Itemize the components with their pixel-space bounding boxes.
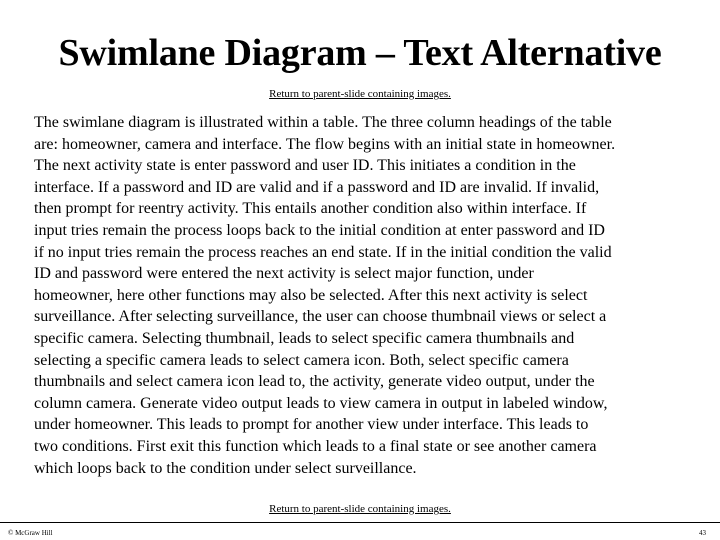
body-line: input tries remain the process loops back to the initial condition at enter password and ID [34, 221, 605, 239]
body-line: are: homeowner, camera and interface. The flow begins with an initial state in homeowner. [34, 135, 616, 153]
body-line: The swimlane diagram is illustrated within a table. The three column headings of the table [34, 114, 612, 131]
body-line: which loops back to the condition under select surveillance. [34, 459, 417, 477]
body-line: then prompt for reentry activity. This entails another condition also within interface. If [34, 200, 587, 218]
body-line: thumbnails and select camera icon lead to, the activity, generate video output, under the [34, 373, 595, 391]
text-alternative-body [34, 112, 688, 479]
body-line: homeowner, here other functions may also be selected. After this next activity is select [34, 286, 588, 304]
body-line: column camera. Generate video output leads to view camera in output in labeled window, [34, 394, 608, 412]
body-line: selecting a specific camera leads to select camera icon. Both, select specific camera [34, 351, 569, 369]
body-line: specific camera. Selecting thumbnail, leads to select specific camera thumbnails and [34, 329, 575, 347]
body-line: surveillance. After selecting surveillance, the user can choose thumbnail views or select a [34, 308, 607, 326]
return-to-parent-link-bottom[interactable]: Return to parent-slide containing images. [269, 503, 451, 515]
page-number: 43 [699, 529, 706, 537]
body-line: two conditions. First exit this function which leads to a final state or see another camera [34, 437, 597, 455]
return-to-parent-link-top[interactable]: Return to parent-slide containing images. [269, 88, 451, 100]
footer-divider [0, 522, 720, 523]
body-line: interface. If a password and ID are valid and if a password and ID are invalid. If invalid, [34, 178, 600, 196]
body-line: ID and password were entered the next activity is select major function, under [34, 265, 534, 283]
body-line: The next activity state is enter password and user ID. This initiates a condition in the [34, 157, 576, 175]
page-title: Swimlane Diagram – Text Alternative [58, 32, 662, 74]
copyright-text: © McGraw Hill [8, 529, 53, 537]
body-line: if no input tries remain the process reaches an end state. If in the initial condition the valid [34, 243, 612, 261]
body-line: under homeowner. This leads to prompt for another view under interface. This leads to [34, 416, 589, 434]
